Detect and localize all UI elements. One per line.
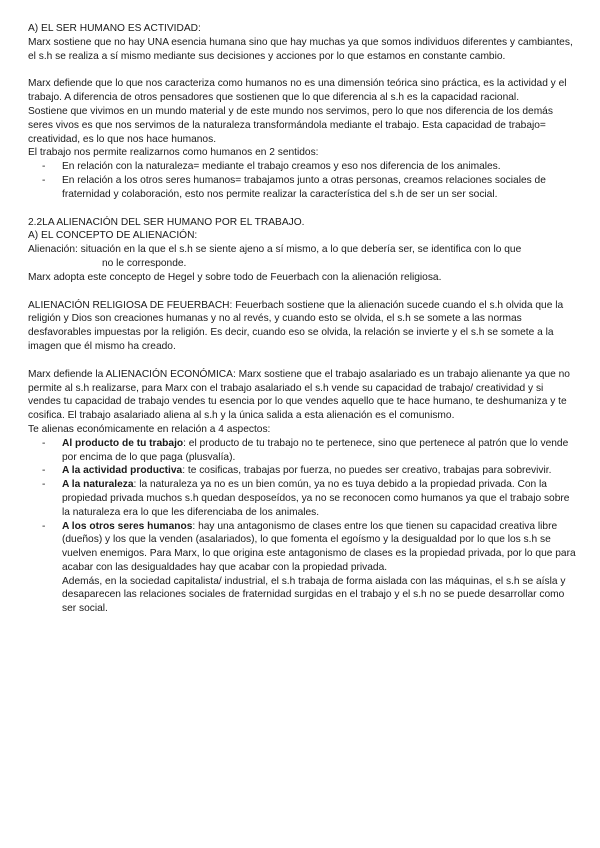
list-item <box>62 478 576 519</box>
bullet-list <box>28 160 576 201</box>
list-item: - En relación a los otros seres humanos= trabajamos junto a otras personas, creamos relaciones sociales de fraternidad y colaboración, esto nos permite realizar la característica del s.h de ser un ser social. <box>62 174 576 202</box>
subsection-heading: A) EL CONCEPTO DE ALIENACIÓN: <box>28 230 198 242</box>
paragraph: Sostiene que vivimos en un mundo material y de este mundo nos servimos, pero lo que nos diferencia de los demás seres vivos es que nos servimos de la naturaleza transformándola mediante el trabajo. Esta capacidad de trabajo= creatividad, es lo que nos hace humanos. <box>28 105 553 145</box>
list-item <box>62 520 576 617</box>
aspects-list <box>28 437 576 616</box>
aspect-title: Al producto de tu trabajo <box>62 437 184 449</box>
definition-continuation: no le corresponde. <box>102 257 187 269</box>
aspect-text: : el producto de tu trabajo no te pertenece, sino que pertenece al patrón que lo vende por encima de lo que paga (plusvalía). <box>62 437 569 463</box>
aspect-text: : hay una antagonismo de clases entre los que tienen su capacidad creativa libre (dueños) y los que la venden (asalariados), lo que fomenta el egoísmo y la desigualdad por lo que los s.h se vuelven enemigos. Para Marx, lo que origina este antagonismo de clases es la propiedad privada, por lo que para acabar con las desigualdades hay que acabar con la propiedad privada. <box>62 520 576 573</box>
paragraph-economica: Marx defiende la ALIENACIÓN ECONÓMICA: Marx sostiene que el trabajo asalariado es un trabajo alienante ya que no permite al s.h realizarse, para Marx con el trabajo asalariado el s.h vende su capacidad de trabajo/ creatividad y si vendes tu capacidad de trabajo vendes tu esencia por lo que vendes aquello que te hace humano, te deshumaniza y te cosifica. El trabajo asalariado aliena al s.h y la única salida a esta alienación es el comunismo. <box>28 368 570 422</box>
list-item <box>62 437 576 465</box>
paragraph: El trabajo nos permite realizarnos como humanos en 2 sentidos: <box>28 147 319 159</box>
paragraph-religiosa: ALIENACIÓN RELIGIOSA DE FEUERBACH: Feuerbach sostiene que la alienación sucede cuando el s.h olvida que la religión y Dios son creaciones humanas y no al revés, y cuando esto se olvida, el s.h se somete a las normas desfavorables impuestas por la religión. Es decir, cuando eso se olvida, la relación se invierte y el s.h se somete a la imagen que él mismo ha creado. <box>28 299 564 352</box>
definition-line: Alienación: situación en la que el s.h se siente ajeno a sí mismo, a lo que debería ser, se identifica con lo que <box>28 244 522 256</box>
aspect-text: : la naturaleza ya no es un bien común, ya no es tuya debido a la propiedad privada. Con la propiedad privada muchos s.h quedan desposeídos, ya no se reconocen como humanos ya que el trabajo sobre la naturaleza era lo que les diferenciaba de los animales. <box>62 479 570 518</box>
aspect-title: A la actividad productiva <box>62 465 183 477</box>
aspect-text: : te cosificas, trabajas por fuerza, no puedes ser creativo, trabajas para sobrevivir. <box>182 465 552 477</box>
aspect-title: A la naturaleza <box>62 479 134 491</box>
list-item <box>62 464 576 478</box>
aspect-extra-text: Además, en la sociedad capitalista/ industrial, el s.h trabaja de forma aislada con las máquinas, el s.h se aísla y desaparecen las relaciones sociales de fraternidad surgidas en el trabajo y el s.h no se puede desarrollar como ser social. <box>62 575 566 615</box>
paragraph: Marx defiende que lo que nos caracteriza como humanos no es una dimensión teórica sino práctica, es la actividad y el trabajo. A diferencia de otros pensadores que sostienen que lo que diferencia al s.h es la capacidad racional. <box>28 78 567 104</box>
list-item: - En relación con la naturaleza= mediante el trabajo creamos y eso nos diferencia de los animales. <box>62 160 576 174</box>
section-heading-actividad: A) EL SER HUMANO ES ACTIVIDAD: <box>28 23 201 34</box>
aspect-title: A los otros seres humanos <box>62 520 193 532</box>
section-heading-alienacion: 2.2LA ALIENACIÓN DEL SER HUMANO POR EL TRABAJO. <box>28 216 305 228</box>
paragraph: Marx adopta este concepto de Hegel y sobre todo de Feuerbach con la alienación religiosa. <box>28 271 442 283</box>
paragraph: Te alienas económicamente en relación a 4 aspectos: <box>28 423 271 435</box>
paragraph: Marx sostiene que no hay UNA esencia humana sino que hay muchas ya que somos individuos diferentes y cambiantes, el s.h se realiza a sí mismo mediante sus decisiones y acciones por lo que estamos en constante cambio. <box>28 36 573 62</box>
